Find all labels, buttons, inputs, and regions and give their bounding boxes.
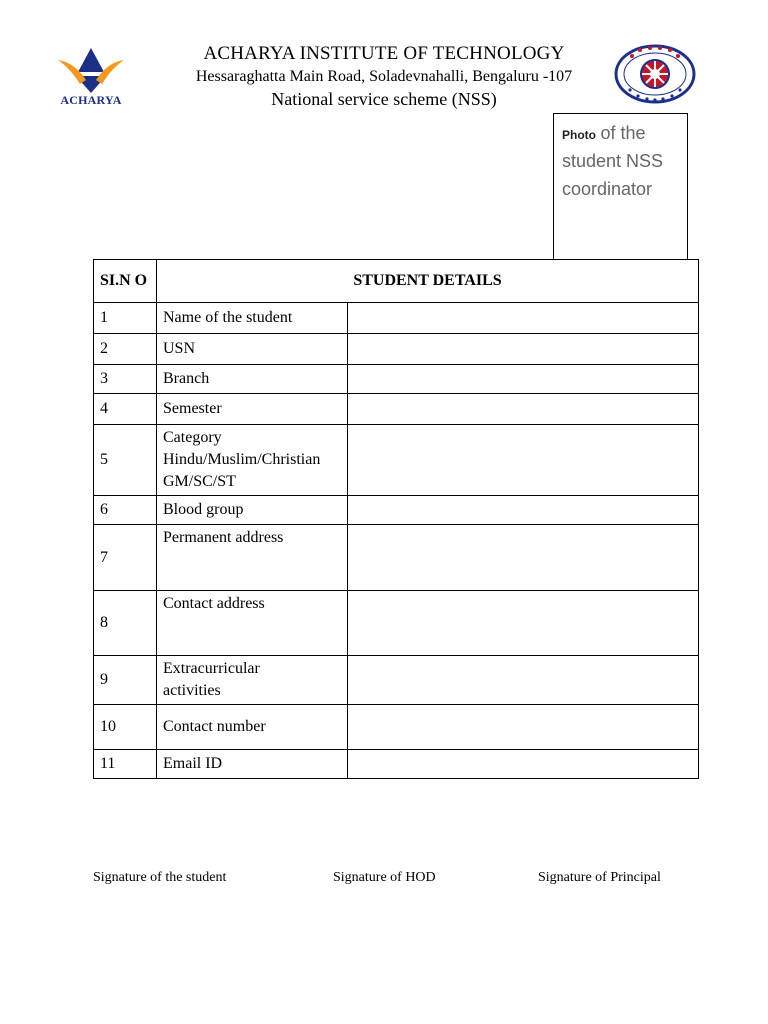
signature-principal: Signature of Principal bbox=[538, 870, 661, 885]
row-number: 8 bbox=[94, 591, 157, 656]
signature-student: Signature of the student bbox=[93, 870, 227, 885]
value-cell[interactable] bbox=[348, 394, 699, 425]
table-row bbox=[94, 334, 699, 365]
table-row bbox=[94, 705, 699, 750]
table-row bbox=[94, 365, 699, 394]
value-cell[interactable] bbox=[348, 705, 699, 750]
value-cell[interactable] bbox=[348, 334, 699, 365]
photo-label: Photo bbox=[562, 128, 596, 142]
row-label-line: Extracurricular bbox=[163, 660, 260, 677]
row-number: 7 bbox=[94, 525, 157, 591]
table-row bbox=[94, 656, 699, 705]
row-number: 2 bbox=[94, 334, 157, 365]
table-row bbox=[94, 303, 699, 334]
value-cell[interactable] bbox=[348, 303, 699, 334]
institute-title: ACHARYA INSTITUTE OF TECHNOLOGY bbox=[203, 43, 565, 64]
row-label: Permanent address bbox=[157, 525, 348, 591]
row-label-line: Category bbox=[163, 429, 222, 446]
table-row bbox=[94, 750, 699, 779]
row-number: 6 bbox=[94, 496, 157, 525]
row-label: Blood group bbox=[157, 496, 348, 525]
photo-caption: of the student NSS coordinator bbox=[562, 123, 664, 199]
table-row bbox=[94, 496, 699, 525]
institute-address: Hessaraghatta Main Road, Soladevnahalli, Bengaluru -107 bbox=[195, 68, 573, 85]
row-label: USN bbox=[157, 334, 348, 365]
value-cell[interactable] bbox=[348, 525, 699, 591]
nss-logo bbox=[614, 44, 696, 104]
table-row bbox=[94, 394, 699, 425]
row-number: 1 bbox=[94, 303, 157, 334]
table-header-row bbox=[94, 260, 699, 303]
row-number: 4 bbox=[94, 394, 157, 425]
row-number: 9 bbox=[94, 656, 157, 705]
logo-text: ACHARYA bbox=[60, 93, 122, 107]
value-cell[interactable] bbox=[348, 365, 699, 394]
row-number: 3 bbox=[94, 365, 157, 394]
table-row bbox=[94, 591, 699, 656]
row-label: Name of the student bbox=[157, 303, 348, 334]
row-label: Contact address bbox=[157, 591, 348, 656]
row-label-line: GM/SC/ST bbox=[163, 473, 236, 490]
value-cell[interactable] bbox=[348, 656, 699, 705]
row-number: 10 bbox=[94, 705, 157, 750]
row-label: Contact number bbox=[157, 705, 348, 750]
table-row bbox=[94, 525, 699, 591]
row-label-line: Hindu/Muslim/Christian bbox=[163, 451, 321, 468]
value-cell[interactable] bbox=[348, 425, 699, 496]
row-label bbox=[157, 656, 348, 705]
row-label: Semester bbox=[157, 394, 348, 425]
photo-placeholder-box bbox=[553, 113, 688, 260]
row-label bbox=[157, 425, 348, 496]
acharya-logo bbox=[56, 46, 126, 108]
student-details-header: STUDENT DETAILS bbox=[157, 260, 699, 303]
sl-no-header: SI.N O bbox=[94, 260, 157, 303]
value-cell[interactable] bbox=[348, 750, 699, 779]
scheme-title: National service scheme (NSS) bbox=[271, 89, 497, 109]
row-number: 11 bbox=[94, 750, 157, 779]
value-cell[interactable] bbox=[348, 591, 699, 656]
row-label: Branch bbox=[157, 365, 348, 394]
table-row bbox=[94, 425, 699, 496]
signature-hod: Signature of HOD bbox=[333, 870, 436, 885]
row-label: Email ID bbox=[157, 750, 348, 779]
value-cell[interactable] bbox=[348, 496, 699, 525]
row-number: 5 bbox=[94, 425, 157, 496]
student-details-table bbox=[93, 259, 699, 779]
row-label-line: activities bbox=[163, 682, 221, 699]
